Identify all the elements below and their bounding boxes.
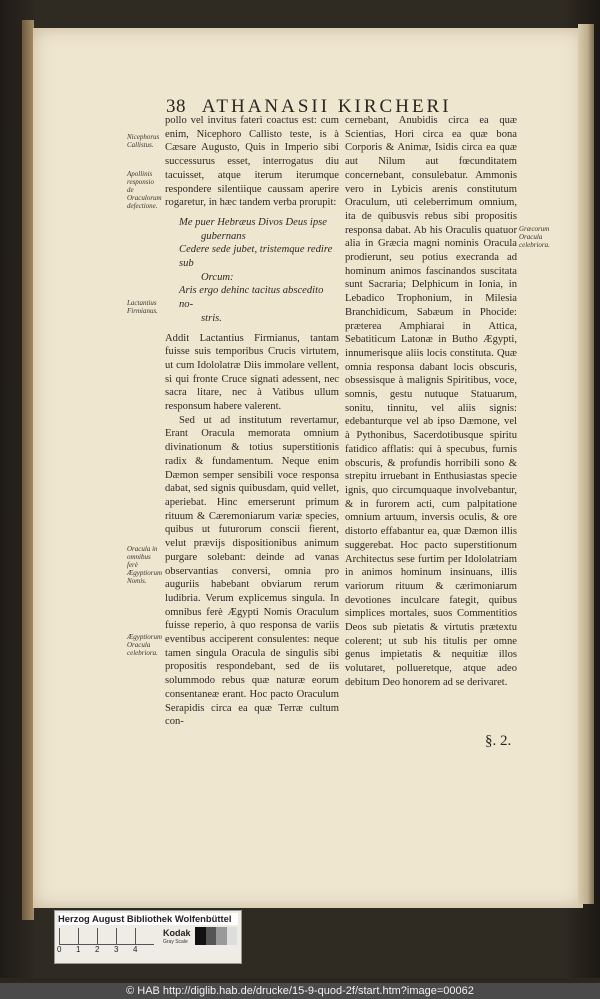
running-title: ATHANASII KIRCHERI xyxy=(201,96,452,117)
right-column xyxy=(345,114,517,690)
verse-line: Cedere sede jubet, tristemque redire sub xyxy=(179,244,333,270)
marginal-note: Græcorum Oracula celebriora. xyxy=(519,225,550,249)
page-number: 38 xyxy=(166,96,186,117)
marginal-note: Oracula in omnibus ferè Ægyptiorum Nomis. xyxy=(127,545,162,585)
catchword: §. 2. xyxy=(485,733,512,749)
gray-patch xyxy=(206,927,217,945)
ruler-numbers xyxy=(57,945,157,954)
credit-bar: © HAB http://diglib.hab.de/drucke/15-9-quod-2f/start.htm?image=00062 xyxy=(0,983,600,999)
left-column xyxy=(165,114,339,729)
ruler-number: 4 xyxy=(133,945,138,954)
marginal-note: Ægyptiorum Oracula celebriora. xyxy=(127,633,162,657)
right-paragraph: cernebant, Anubidis circa ea quæ Scientias, Hori circa ea quæ bona Corporis & Animæ, Isidis circa ea quæ aut Nilum aut fœcunditatem concernebant, consulebatur. Ammonis vero in Lybicis arenis constitutum Oraculum, uti celeberrimum omnium, ita de quibusvis rebus sibi propositis responsa dabat. Ab his Oraculis quatuor alia in Græcia magni nominis Oracula prodierunt, seu potius execranda ad hominum animos fascinandos suscitata sunt Sacraria; Delphicum in Ionia, in Lebadico Trophonium, in Milesia Branchidicum, Sabæum in Phocide: præterea Amphiarai in Attica, Sebatiticum Latonæ in Butho Ægypti, innumerisque aliis locis constituta. Quæ omnia responsa dabant locis obscuris, obsessisque à malignis Spiritibus, voce, somnis, gestu nutuque Statuarum, sonitu, tinnitu, vel aliis signis: edebanturque vel ab ipso Dæmone, vel à Pythonibus, Sacerdotibusque spiritu fatidico afflatis: qui à specubus, furnis obscuris, & profundis horribili sono & strepitu irruebant in Enthusiastas specie ignis, quo circumquaque involvebantur, & in furorem acti, cum palpitatione omnium artuum, inversis oculis, & ore distorto effabantur ea, quæ Dæmon illis suggerebat. Hoc pacto superstitionum Architectus sese furtim per Idololatriam in animos hominum insinuans, illis variorum rituum & cærimoniarum devotiones inculcare fategit, quibus simplices mortales, suos Commentitios Deos sub pietatis & virtutis prætextu colerent; ut sub his titulis per omne genus impietatis & nequitiæ illos volutaret, pollueretque, atque adeo debitum Deo honorem ad se derivaret. xyxy=(345,115,517,688)
oracle-verse xyxy=(179,216,339,326)
scale-ruler xyxy=(59,928,154,945)
gray-patch xyxy=(195,927,206,945)
verse-line: Me puer Hebræus Divos Deus ipse xyxy=(179,216,327,228)
gray-patch xyxy=(216,927,227,945)
color-calibration-strip xyxy=(54,910,242,964)
marginal-note: Nicephorus Callistus. xyxy=(127,133,160,149)
kodak-logo: Kodak xyxy=(163,928,191,938)
gray-patches xyxy=(195,927,237,945)
ruler-number: 3 xyxy=(114,945,119,954)
left-paragraph-2: Addit Lactantius Firmianus, tantam fuisse suis temporibus Crucis virtutem, ut cum Idololatræ Diis immolare vellent, si qui fronte Cruce signati adessent, nec sacra litare, nec à Vatibus ullum responsum habere valerent. xyxy=(165,332,339,413)
verse-line: Orcum: xyxy=(201,271,234,283)
library-label: Herzog August Bibliothek Wolfenbüttel xyxy=(58,913,238,925)
gray-scale-label: Gray Scale xyxy=(163,939,188,945)
marginal-note: Apollinis responsio de Oraculorum defectione. xyxy=(127,170,162,210)
left-paragraph-1: pollo vel invitus fateri coactus est: cum enim, Nicephoro Callisto teste, is à Cæsare Augusto, Quis in Imperio sibi successurus esset, interrogatus diu tacuisset, atque iterum iterumque respondere silentiique caussam aperire rogaretur, in hæc tandem verba prorupit: xyxy=(165,115,339,209)
verse-line: stris. xyxy=(201,312,222,324)
verse-line: Aris ergo dehinc tacitus abscedito no- xyxy=(179,285,324,311)
page-stack-edge xyxy=(578,24,594,904)
ruler-number: 1 xyxy=(76,945,81,954)
ruler-number: 0 xyxy=(57,945,62,954)
verse-line: gubernans xyxy=(201,230,246,242)
ruler-number: 2 xyxy=(95,945,100,954)
left-paragraph-3: Sed ut ad institutum revertamur, Erant Oracula memorata omnium divinationum & totius superstitionis radix & fundamentum. Neque enim Dæmon semper sensibili voce responsa dabat, sed signis quibusdam, quid vellet, aperiebat. Hinc emerserunt primum rituum & Cæremoniarum variæ species, quibus ut futurorum conscii fierent, velut prævijs dispositionibus animum purgare solebant: deinde ad vanas observantias conversi, omnia pro auguriis habebant obviarum rerum ludibria. Verum explicemus singula. In omnibus ferè Ægypti Nomis Oraculum fuisse reperio, à quo responsa de variis eventibus acciperent consulentes: neque tamen singula Oracula de singulis sibi propositis respondebant, sed de iis solummodo rebus quæ naturæ eorum consentaneæ erant. Hoc pacto Oraculum Serapidis circa ea quæ Terræ cultum con- xyxy=(165,414,339,728)
gray-patch xyxy=(227,927,238,945)
marginal-note: Lactantius Firmianus. xyxy=(127,299,158,315)
